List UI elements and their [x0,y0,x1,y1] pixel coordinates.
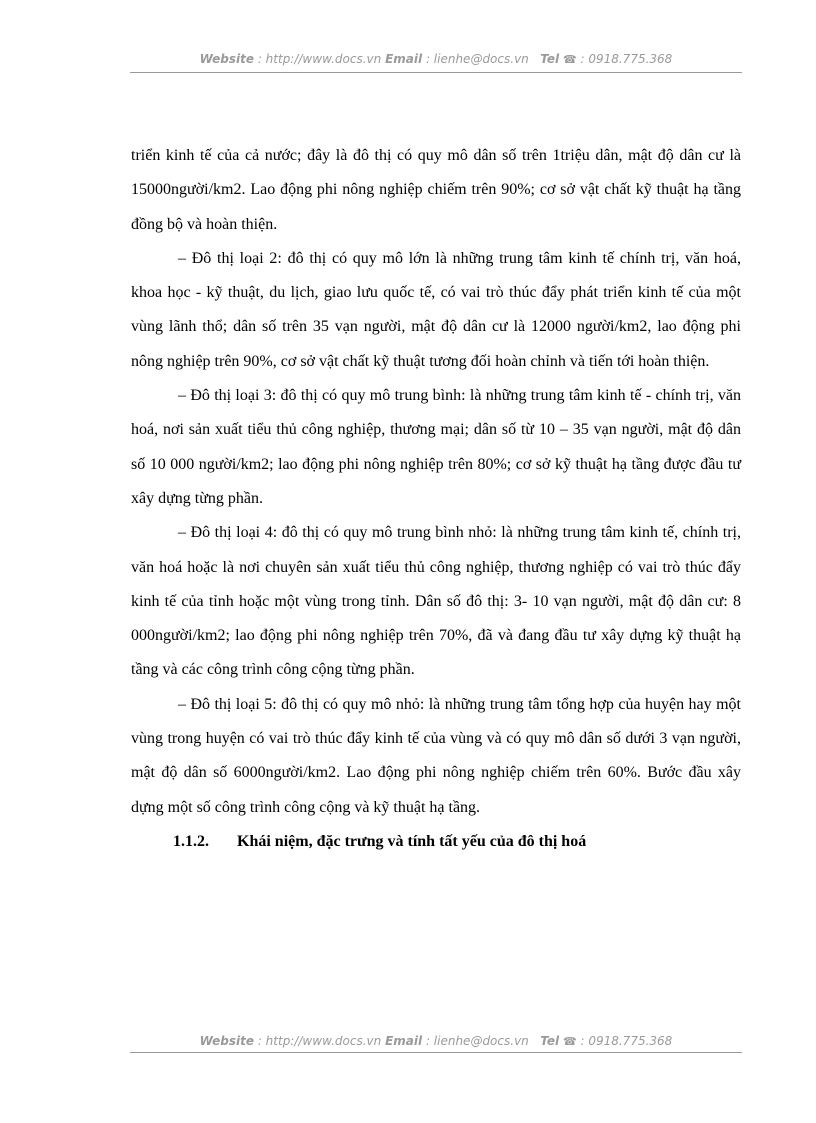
page-header [130,52,742,66]
paragraph-urban-type-2: – Đô thị loại 2: đô thị có quy mô lớn là những trung tâm kinh tế chính trị, văn hoá, khoa học - kỹ thuật, du lịch, giao lưu quốc tế, có vai trò thúc đẩy phát triển kinh tế của một vùng lãnh thổ; dân số trên 35 vạn người, mật độ dân cư là 12000 người/km2, lao động phi nông nghiệp trên 90%, cơ sở vật chất kỹ thuật tương đối hoàn chỉnh và tiến tới hoàn thiện. [131,249,741,370]
paragraph-urban-type-5: – Đô thị loại 5: đô thị có quy mô nhỏ: là những trung tâm tổng hợp của huyện hay một vùng trong huyện có vai trò thúc đẩy kinh tế của vùng và có quy mô dân số dưới 3 vạn người, mật độ dân số 6000người/km2. Lao động phi nông nghiệp chiếm trên 60%. Bước đầu xây dựng một số công trình công cộng và kỹ thuật hạ tầng. [131,695,741,816]
page-footer [130,1034,742,1048]
footer-tel-label: Tel [540,1034,560,1048]
header-website-label: Website [199,52,254,66]
section-number: 1.1.2. [173,832,209,850]
header-website-url[interactable]: http://www.docs.vn [265,52,382,66]
header-divider [130,72,742,73]
phone-icon: ☎ [562,53,577,66]
footer-email-value[interactable]: lienhe@docs.vn [433,1034,529,1048]
paragraph-urban-type-3: – Đô thị loại 3: đô thị có quy mô trung bình: là những trung tâm kinh tế - chính trị, văn hoá, nơi sản xuất tiểu thủ công nghiệp, thương mại; dân số từ 10 – 35 vạn người, mật độ dân số 10 000 người/km2; lao động phi nông nghiệp trên 80%; cơ sở kỹ thuật hạ tầng được đầu tư xây dựng từng phần. [131,387,741,507]
section-title: Khái niệm, đặc trưng và tính tất yếu của đô thị hoá [237,832,587,850]
footer-email-sep: : [422,1034,434,1048]
section-heading [131,825,741,859]
footer-website-label: Website [199,1034,254,1048]
header-email-sep: : [422,52,434,66]
header-tel-value: : 0918.775.368 [576,52,673,66]
paragraph-continuation: triển kinh tế của cả nước; đây là đô thị có quy mô dân số trên 1triệu dân, mật độ dân cư là 15000người/km2. Lao động phi nông nghiệp chiếm trên 90%; cơ sở vật chất kỹ thuật hạ tầng đồng bộ và hoàn thiện. [131,147,741,233]
footer-divider [130,1052,742,1053]
phone-icon: ☎ [562,1035,577,1048]
footer-website-url[interactable]: http://www.docs.vn [265,1034,382,1048]
document-body [131,139,741,859]
header-tel-label: Tel [540,52,560,66]
footer-email-label: Email [385,1034,423,1048]
footer-tel-value: : 0918.775.368 [576,1034,673,1048]
header-email-value[interactable]: lienhe@docs.vn [433,52,529,66]
header-website-sep: : [254,52,266,66]
header-email-label: Email [385,52,423,66]
paragraph-urban-type-4: – Đô thị loại 4: đô thị có quy mô trung bình nhỏ: là những trung tâm kinh tế, chính trị, văn hoá hoặc là nơi chuyên sản xuất tiểu thủ công nghiệp, thương nghiệp có vai trò thúc đẩy kinh tế của tỉnh hoặc một vùng trong tỉnh. Dân số đô thị: 3- 10 vạn người, mật độ dân cư: 8 000người/km2; lao động phi nông nghiệp trên 70%, đã và đang đầu tư xây dựng kỹ thuật hạ tầng và các công trình công cộng từng phần. [131,524,741,679]
footer-website-sep: : [254,1034,266,1048]
